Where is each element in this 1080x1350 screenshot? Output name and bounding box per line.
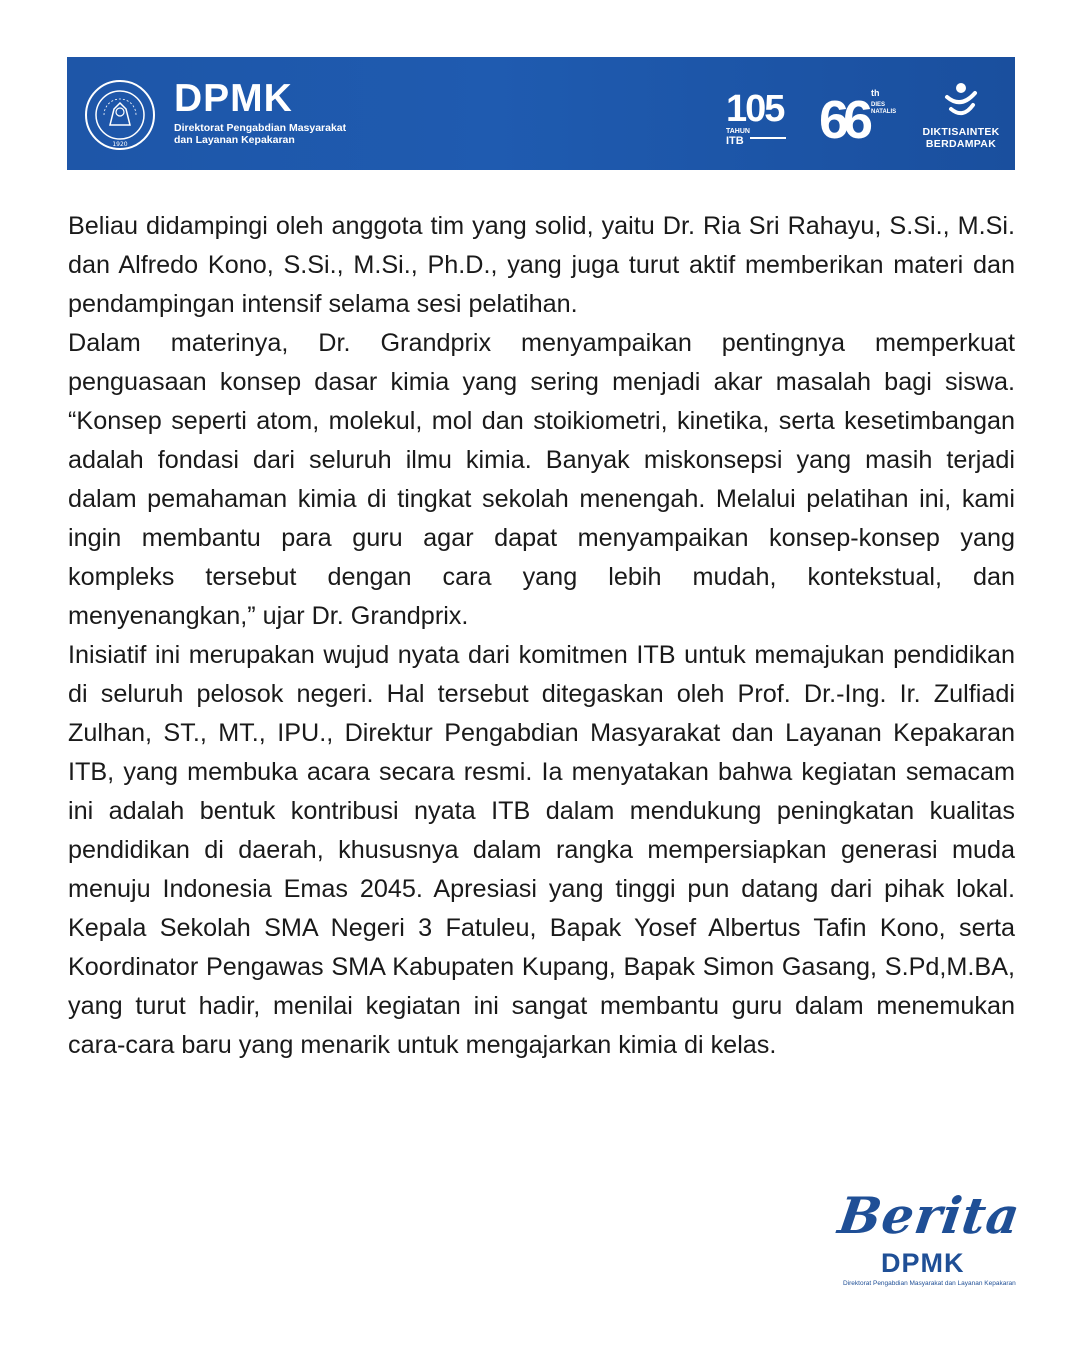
dpmk-brand — [174, 79, 346, 146]
anniv-66-th: th — [871, 88, 880, 98]
brand-abbr: DPMK — [174, 77, 293, 120]
svg-text:66: 66 — [819, 90, 868, 146]
anniv-105-number: 105 — [726, 88, 784, 130]
article-paragraph: Inisiatif ini merupakan wujud nyata dari komitmen ITB untuk memajukan pendidikan di seluruh pelosok negeri. Hal tersebut ditegaskan oleh Prof. Dr.-Ing. Ir. Zulfiadi Zulhan, ST., MT., IPU., Direktur Pengabdian Masyarakat dan Layanan Kepakaran ITB, yang membuka acara secara resmi. Ia menyatakan bahwa kegiatan semacam ini adalah bentuk kontribusi nyata ITB dalam mendukung peningkatan kualitas pendidikan di daerah, khususnya dalam rangka mempersiapkan generasi muda menuju Indonesia Emas 2045. Apresiasi yang tinggi pun datang dari pihak lokal. Kepala Sekolah SMA Negeri 3 Fatuleu, Bapak Yosef Albertus Tafin Kono, serta Koordinator Pengawas SMA Kabupaten Kupang, Bapak Simon Gasang, S.Pd,M.BA, yang turut hadir, menilai kegiatan ini sangat membantu guru dalam menemukan cara-cara baru yang menarik untuk mengajarkan kimia di kelas. — [68, 641, 1015, 1059]
anniv-66-dies: DIES — [871, 102, 886, 108]
header-banner — [67, 57, 1015, 170]
brand-line1: Direktorat Pengabdian Masyarakat — [174, 122, 347, 134]
itb-105-logo — [724, 83, 802, 145]
article-body — [68, 207, 1015, 1065]
diktisaintek-emblem-icon — [941, 79, 981, 119]
diktisaintek-logo — [921, 79, 1001, 149]
anniv-105-itb: ITB — [726, 135, 744, 145]
dikti-line1: DIKTISAINTEK — [922, 126, 1000, 138]
seal-year: 1920 — [112, 141, 128, 148]
brand-line2: dan Layanan Kepakaran — [174, 134, 295, 146]
berita-word: Berita — [834, 1186, 1025, 1245]
dikti-line2: BERDAMPAK — [925, 138, 997, 150]
itb-seal-icon — [84, 79, 156, 151]
article-paragraph: Beliau didampingi oleh anggota tim yang solid, yaitu Dr. Ria Sri Rahayu, S.Si., M.Si. dan Alfredo Kono, S.Si., M.Si., Ph.D., yang juga turut aktif memberikan materi dan pendampingan intensif selama sesi pelatihan. — [68, 212, 1015, 318]
anniv-66-natalis: NATALIS — [871, 109, 897, 115]
berita-abbr: DPMK — [881, 1248, 965, 1278]
dies-natalis-66-logo — [819, 82, 899, 146]
article-paragraph: Dalam materinya, Dr. Grandprix menyampaikan pentingnya memperkuat penguasaan konsep dasar kimia yang sering menjadi akar masalah bagi siswa. “Konsep seperti atom, molekul, mol dan stoikiometri, kinetika, serta kesetimbangan adalah fondasi dari seluruh ilmu kimia. Banyak miskonsepsi yang masih terjadi dalam pemahaman kimia di tingkat sekolah menengah. Melalui pelatihan ini, kami ingin membantu para guru agar dapat menyampaikan konsep-konsep yang kompleks tersebut dengan cara yang lebih mudah, kontekstual, dan menyenangkan,” ujar Dr. Grandprix. — [68, 329, 1015, 630]
anniv-105-tahun: TAHUN — [726, 128, 750, 135]
berita-dpmk-logo — [833, 1186, 1025, 1300]
berita-subtitle: Direktorat Pengabdian Masyarakat dan Layanan Kepakaran — [843, 1280, 1016, 1287]
